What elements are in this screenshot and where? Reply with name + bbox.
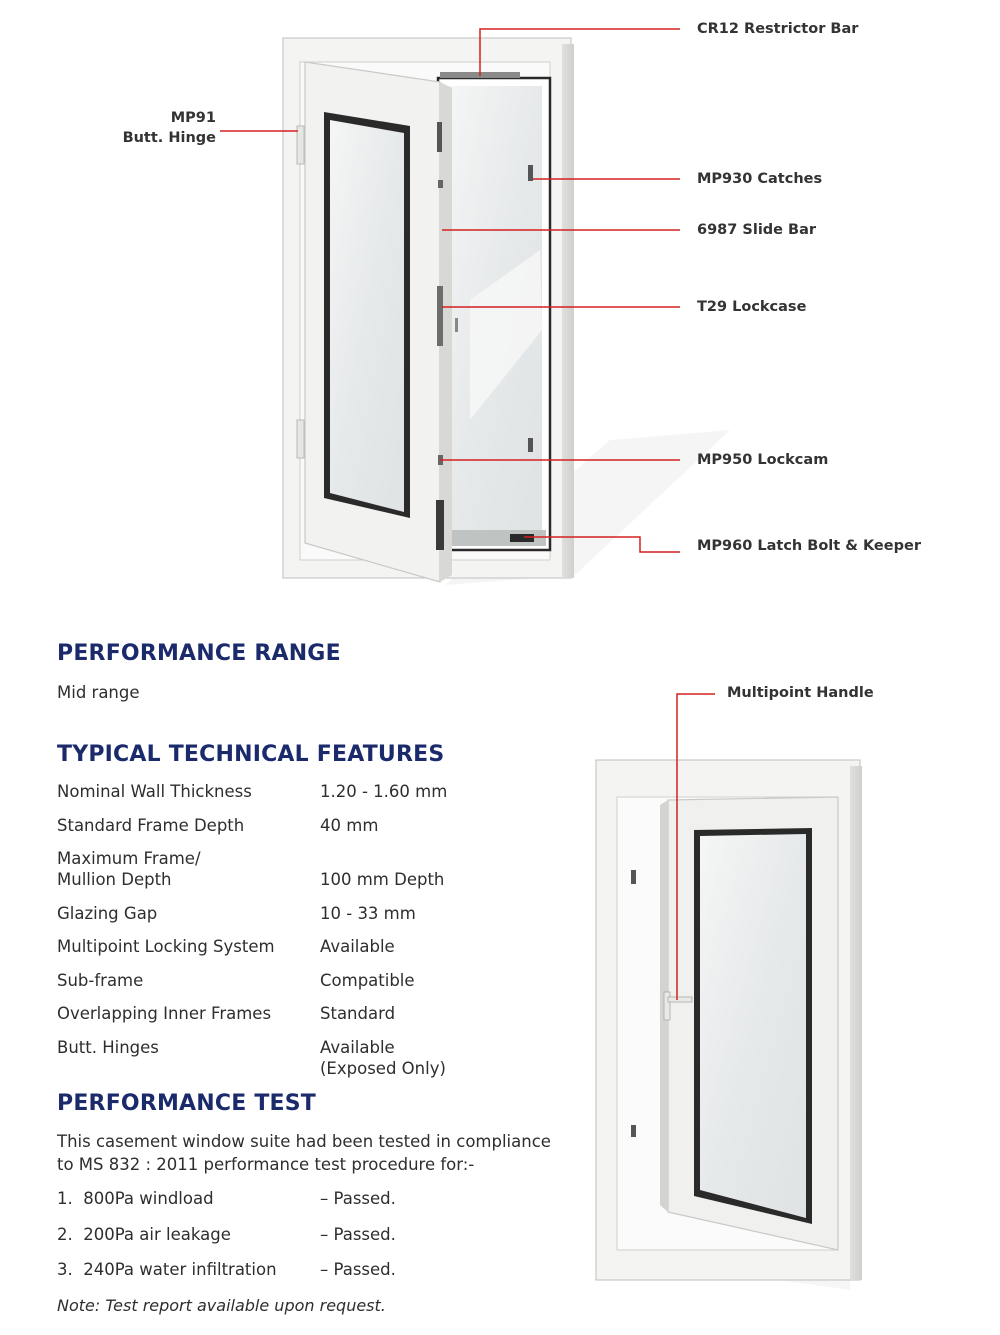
technical-features-heading: TYPICAL TECHNICAL FEATURES bbox=[57, 742, 445, 767]
feature-value: 100 mm Depth bbox=[320, 870, 445, 889]
callout-latch-bolt-keeper: MP960 Latch Bolt & Keeper bbox=[697, 538, 921, 554]
callout-lockcam: MP950 Lockcam bbox=[697, 452, 829, 468]
feature-value: 1.20 - 1.60 mm bbox=[320, 782, 448, 801]
feature-label: Glazing Gap bbox=[57, 904, 158, 923]
test-item-label: 1. 800Pa windload bbox=[57, 1189, 214, 1208]
callout-hinge-line2: Butt. Hinge bbox=[122, 130, 216, 146]
feature-label: Maximum Frame/ Mullion Depth bbox=[57, 849, 201, 889]
performance-range-heading: PERFORMANCE RANGE bbox=[57, 641, 341, 666]
feature-value: 40 mm bbox=[320, 816, 379, 835]
callout-restrictor-bar: CR12 Restrictor Bar bbox=[697, 21, 859, 37]
feature-label: Nominal Wall Thickness bbox=[57, 782, 252, 801]
test-item-label: 2. 200Pa air leakage bbox=[57, 1225, 231, 1244]
feature-label: Overlapping Inner Frames bbox=[57, 1004, 272, 1023]
callout-catches: MP930 Catches bbox=[697, 171, 823, 187]
test-report-note: Note: Test report available upon request. bbox=[57, 1296, 386, 1315]
casement-window-open-illustration bbox=[283, 38, 730, 585]
feature-value: 10 - 33 mm bbox=[320, 904, 416, 923]
callout-hinge-line1: MP91 bbox=[170, 110, 216, 126]
test-item-result: – Passed. bbox=[320, 1189, 396, 1208]
test-item-result: – Passed. bbox=[320, 1225, 396, 1244]
feature-label: Butt. Hinges bbox=[57, 1038, 159, 1057]
performance-test-intro-line1: This casement window suite had been tested in compliance bbox=[57, 1132, 551, 1151]
feature-label: Sub-frame bbox=[57, 971, 144, 990]
feature-value: Available bbox=[320, 937, 395, 956]
test-item-result: – Passed. bbox=[320, 1260, 396, 1279]
callout-lockcase: T29 Lockcase bbox=[697, 299, 807, 315]
callout-hinge bbox=[110, 108, 216, 148]
feature-value: Standard bbox=[320, 1004, 396, 1023]
performance-test-intro-line2: to MS 832 : 2011 performance test procedure for:- bbox=[57, 1155, 475, 1174]
feature-label: Multipoint Locking System bbox=[57, 937, 275, 956]
casement-window-closed-illustration bbox=[596, 760, 862, 1290]
feature-value: Compatible bbox=[320, 971, 415, 990]
feature-value: Available (Exposed Only) bbox=[320, 1038, 446, 1078]
callout-multipoint-handle: Multipoint Handle bbox=[727, 685, 874, 701]
performance-test-heading: PERFORMANCE TEST bbox=[57, 1091, 317, 1116]
feature-label: Standard Frame Depth bbox=[57, 816, 245, 835]
performance-range-value: Mid range bbox=[57, 683, 140, 702]
test-item-label: 3. 240Pa water infiltration bbox=[57, 1260, 277, 1279]
callout-slide-bar: 6987 Slide Bar bbox=[697, 222, 817, 238]
